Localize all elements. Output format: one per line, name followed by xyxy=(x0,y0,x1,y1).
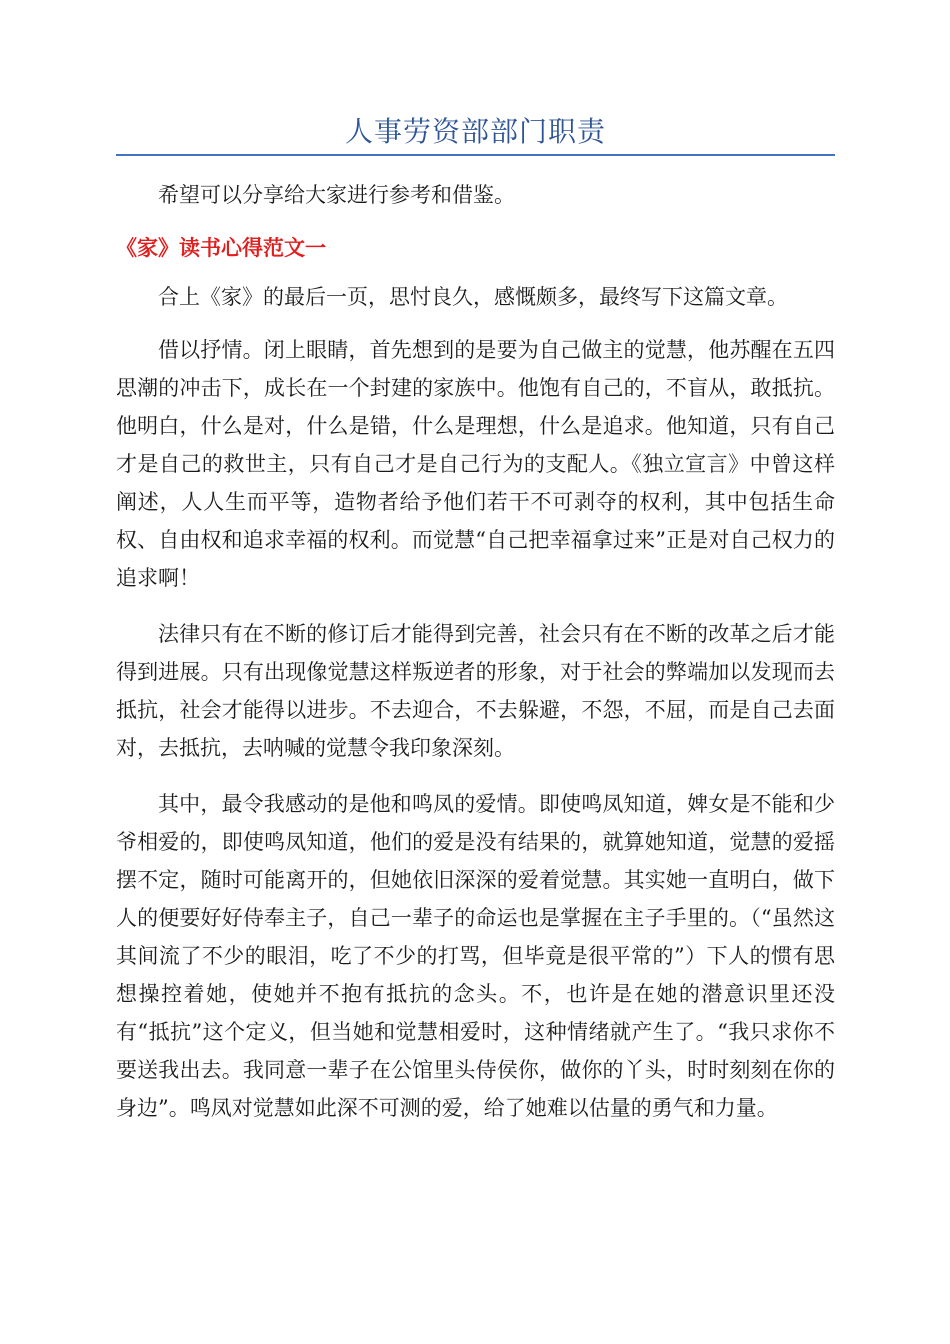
document-title: 人事劳资部部门职责 xyxy=(344,115,606,148)
body-paragraph-1: 合上《家》的最后一页，思忖良久，感慨颇多，最终写下这篇文章。 xyxy=(158,285,788,309)
body-paragraph-2: 借以抒情。闭上眼睛，首先想到的是要为自己做主的觉慧，他苏醒在五四思潮的冲击下，成长在一个封建的家族中。他饱有自己的，不盲从，敢抵抗。他明白，什么是对，什么是错，什么是理想，什么是追求。他知道，只有自己才是自己的救世主，只有自己才是自己行为的支配人。《独立宣言》中曾这样阐述，人人生而平等，造物者给予他们若干不可剥夺的权利，其中包括生命权、自由权和追求幸福的权利。而觉慧“自己把幸福拿过来”正是对自己权力的追求啊！ xyxy=(116,338,835,590)
section-heading: 《家》读书心得范文一 xyxy=(116,236,326,260)
title-underline-rule xyxy=(116,154,835,156)
body-paragraph-3: 法律只有在不断的修订后才能得到完善，社会只有在不断的改革之后才能得到进展。只有出现像觉慧这样叛逆者的形象，对于社会的弊端加以发现而去抵抗，社会才能得以进步。不去迎合，不去躲避，不怨，不屈，而是自己去面对，去抵抗，去呐喊的觉慧令我印象深刻。 xyxy=(116,622,835,760)
intro-paragraph: 希望可以分享给大家进行参考和借鉴。 xyxy=(158,183,515,207)
body-paragraph-4: 其中，最令我感动的是他和鸣凤的爱情。即使鸣凤知道，婢女是不能和少爷相爱的，即使鸣凤知道，他们的爱是没有结果的，就算她知道，觉慧的爱摇摆不定，随时可能离开的，但她依旧深深的爱着觉慧。其实她一直明白，做下人的便要好好侍奉主子，自己一辈子的命运也是掌握在主子手里的。（“虽然这其间流了不少的眼泪，吃了不少的打骂，但毕竟是很平常的”）下人的惯有思想操控着她，使她并不抱有抵抗的念头。不，也许是在她的潜意识里还没有“抵抗”这个定义，但当她和觉慧相爱时，这种情绪就产生了。“我只求你不要送我出去。我同意一辈子在公馆里头侍侯你，做你的丫头，时时刻刻在你的身边”。鸣凤对觉慧如此深不可测的爱，给了她难以估量的勇气和力量。 xyxy=(116,792,835,1120)
